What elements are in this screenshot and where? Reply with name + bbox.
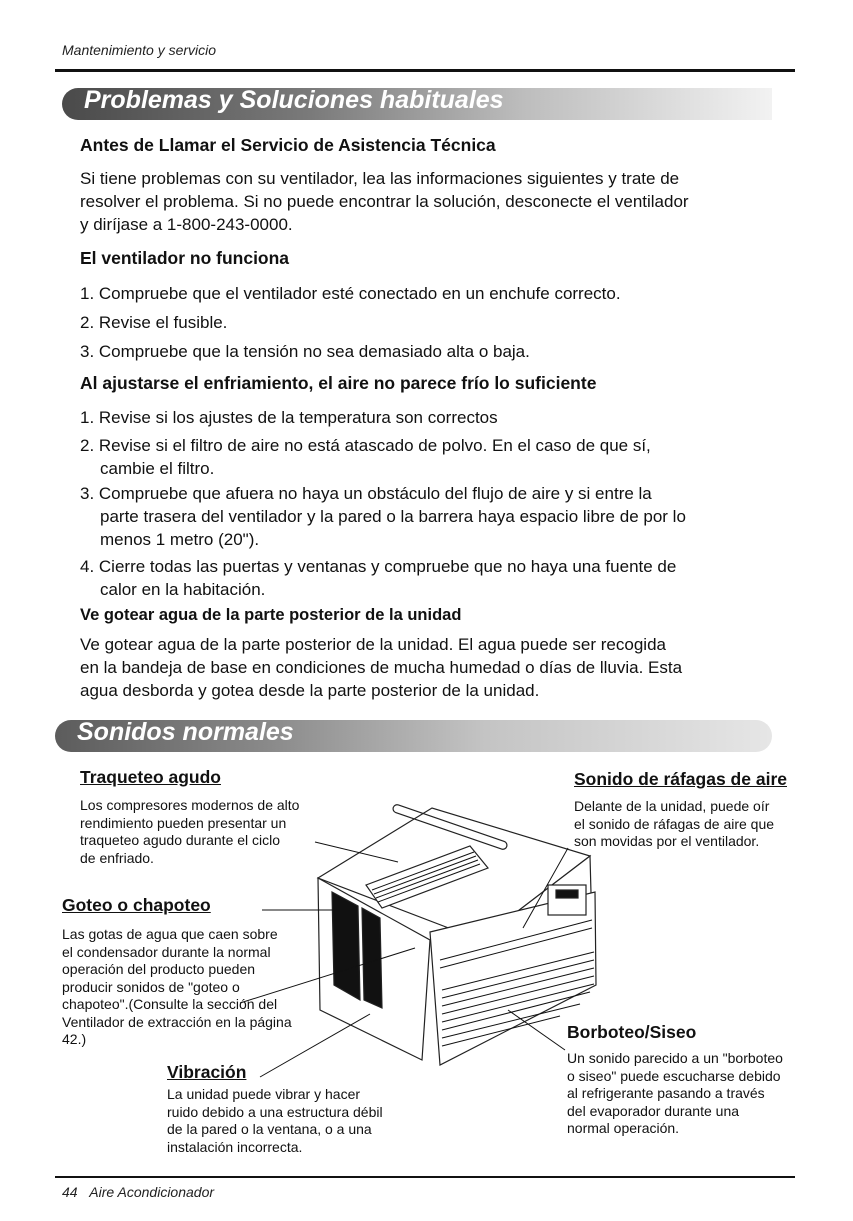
list-item-line: parte trasera del ventilador y la pared o la barrera haya espacio libre de por lo bbox=[100, 507, 686, 526]
list-item-line: 3. Compruebe que afuera no haya un obstáculo del flujo de aire y si entre la bbox=[80, 484, 652, 503]
list-item-line: cambie el filtro. bbox=[100, 459, 215, 478]
text-line: el sonido de ráfagas de aire que bbox=[574, 815, 775, 832]
paragraph-line: Ve gotear agua de la parte posterior de la unidad. El agua puede ser recogida bbox=[80, 635, 666, 654]
footer-rule bbox=[55, 1176, 795, 1178]
text-line: Las gotas de agua que caen sobre bbox=[62, 926, 278, 942]
text-line: o siseo" puede escucharse debido bbox=[567, 1067, 781, 1084]
text-line: son movidas por el ventilador. bbox=[574, 833, 760, 849]
text-line: Los compresores modernos de alto bbox=[80, 797, 300, 813]
running-header: Mantenimiento y servicio bbox=[62, 42, 217, 58]
section-title: Sonidos normales bbox=[77, 718, 294, 746]
text-line: de enfriado. bbox=[80, 849, 154, 866]
traqueteo-heading: Traqueteo agudo bbox=[80, 767, 221, 787]
intro-line: Si tiene problemas con su ventilador, lea las informaciones siguientes y trate de bbox=[80, 169, 680, 188]
footer bbox=[62, 1184, 214, 1200]
list-item-line: 1. Revise si los ajustes de la temperatura son correctos bbox=[80, 408, 498, 427]
text-line: Delante de la unidad, puede oír bbox=[574, 798, 770, 814]
product-name: Aire Acondicionador bbox=[89, 1184, 215, 1200]
text-line: producir sonidos de "goteo o bbox=[62, 978, 240, 995]
section-title: Problemas y Soluciones habituales bbox=[84, 86, 504, 114]
list-item: 2. Revise el fusible. bbox=[80, 313, 228, 332]
text-line: Ventilador de extracción en la página bbox=[62, 1013, 292, 1030]
list-item-line: 4. Cierre todas las puertas y ventanas y compruebe que no haya una fuente de bbox=[80, 557, 677, 576]
text-line: del evaporador durante una bbox=[567, 1102, 740, 1119]
text-line: La unidad puede vibrar y hacer bbox=[167, 1086, 361, 1102]
list-item-line: menos 1 metro (20"). bbox=[100, 530, 260, 549]
text-line: operación del producto pueden bbox=[62, 961, 256, 977]
list-item: 3. Compruebe que la tensión no sea demasiado alta o baja. bbox=[80, 342, 530, 361]
text-line: traqueteo agudo durante el ciclo bbox=[80, 832, 281, 848]
paragraph-line: en la bandeja de base en condiciones de mucha humedad o días de lluvia. Esta bbox=[80, 658, 683, 677]
text-line: normal operación. bbox=[567, 1120, 680, 1136]
list-item-line: calor en la habitación. bbox=[100, 580, 266, 599]
text-line: instalación incorrecta. bbox=[167, 1138, 303, 1155]
text-line: el condensador durante la normal bbox=[62, 943, 271, 960]
list-item-line: 2. Revise si el filtro de aire no está atascado de polvo. En el caso de que sí, bbox=[80, 436, 651, 455]
intro-heading: Antes de Llamar el Servicio de Asistencia Técnica bbox=[80, 135, 496, 155]
paragraph-line: agua desborda y gotea desde la parte posterior de la unidad. bbox=[80, 681, 540, 700]
text-line: ruido debido a una estructura débil bbox=[167, 1103, 383, 1120]
intro-line: resolver el problema. Si no puede encontrar la solución, desconecte el ventilador bbox=[80, 192, 689, 211]
text-line: de la pared o la ventana, o a una bbox=[167, 1121, 372, 1137]
rafagas-heading: Sonido de ráfagas de aire bbox=[574, 769, 787, 789]
vibracion-heading: Vibración bbox=[167, 1062, 247, 1082]
text-line: Un sonido parecido a un "borboteo bbox=[567, 1050, 783, 1066]
intro-line: y diríjase a 1-800-243-0000. bbox=[80, 215, 293, 234]
enfriamiento-heading: Al ajustarse el enfriamiento, el aire no parece frío lo suficiente bbox=[80, 373, 597, 393]
text-line: al refrigerante pasando a través bbox=[567, 1085, 765, 1101]
borboteo-heading: Borboteo/Siseo bbox=[567, 1022, 697, 1042]
gotear-heading: Ve gotear agua de la parte posterior de la unidad bbox=[80, 606, 462, 624]
text-line: chapoteo".(Consulte la sección del bbox=[62, 996, 278, 1012]
no-funciona-heading: El ventilador no funciona bbox=[80, 248, 290, 268]
page-number: 44 bbox=[62, 1184, 78, 1200]
text-line: 42.) bbox=[62, 1031, 87, 1047]
goteo-heading: Goteo o chapoteo bbox=[62, 895, 211, 915]
text-line: rendimiento pueden presentar un bbox=[80, 814, 287, 831]
list-item: 1. Compruebe que el ventilador esté conectado en un enchufe correcto. bbox=[80, 284, 621, 303]
